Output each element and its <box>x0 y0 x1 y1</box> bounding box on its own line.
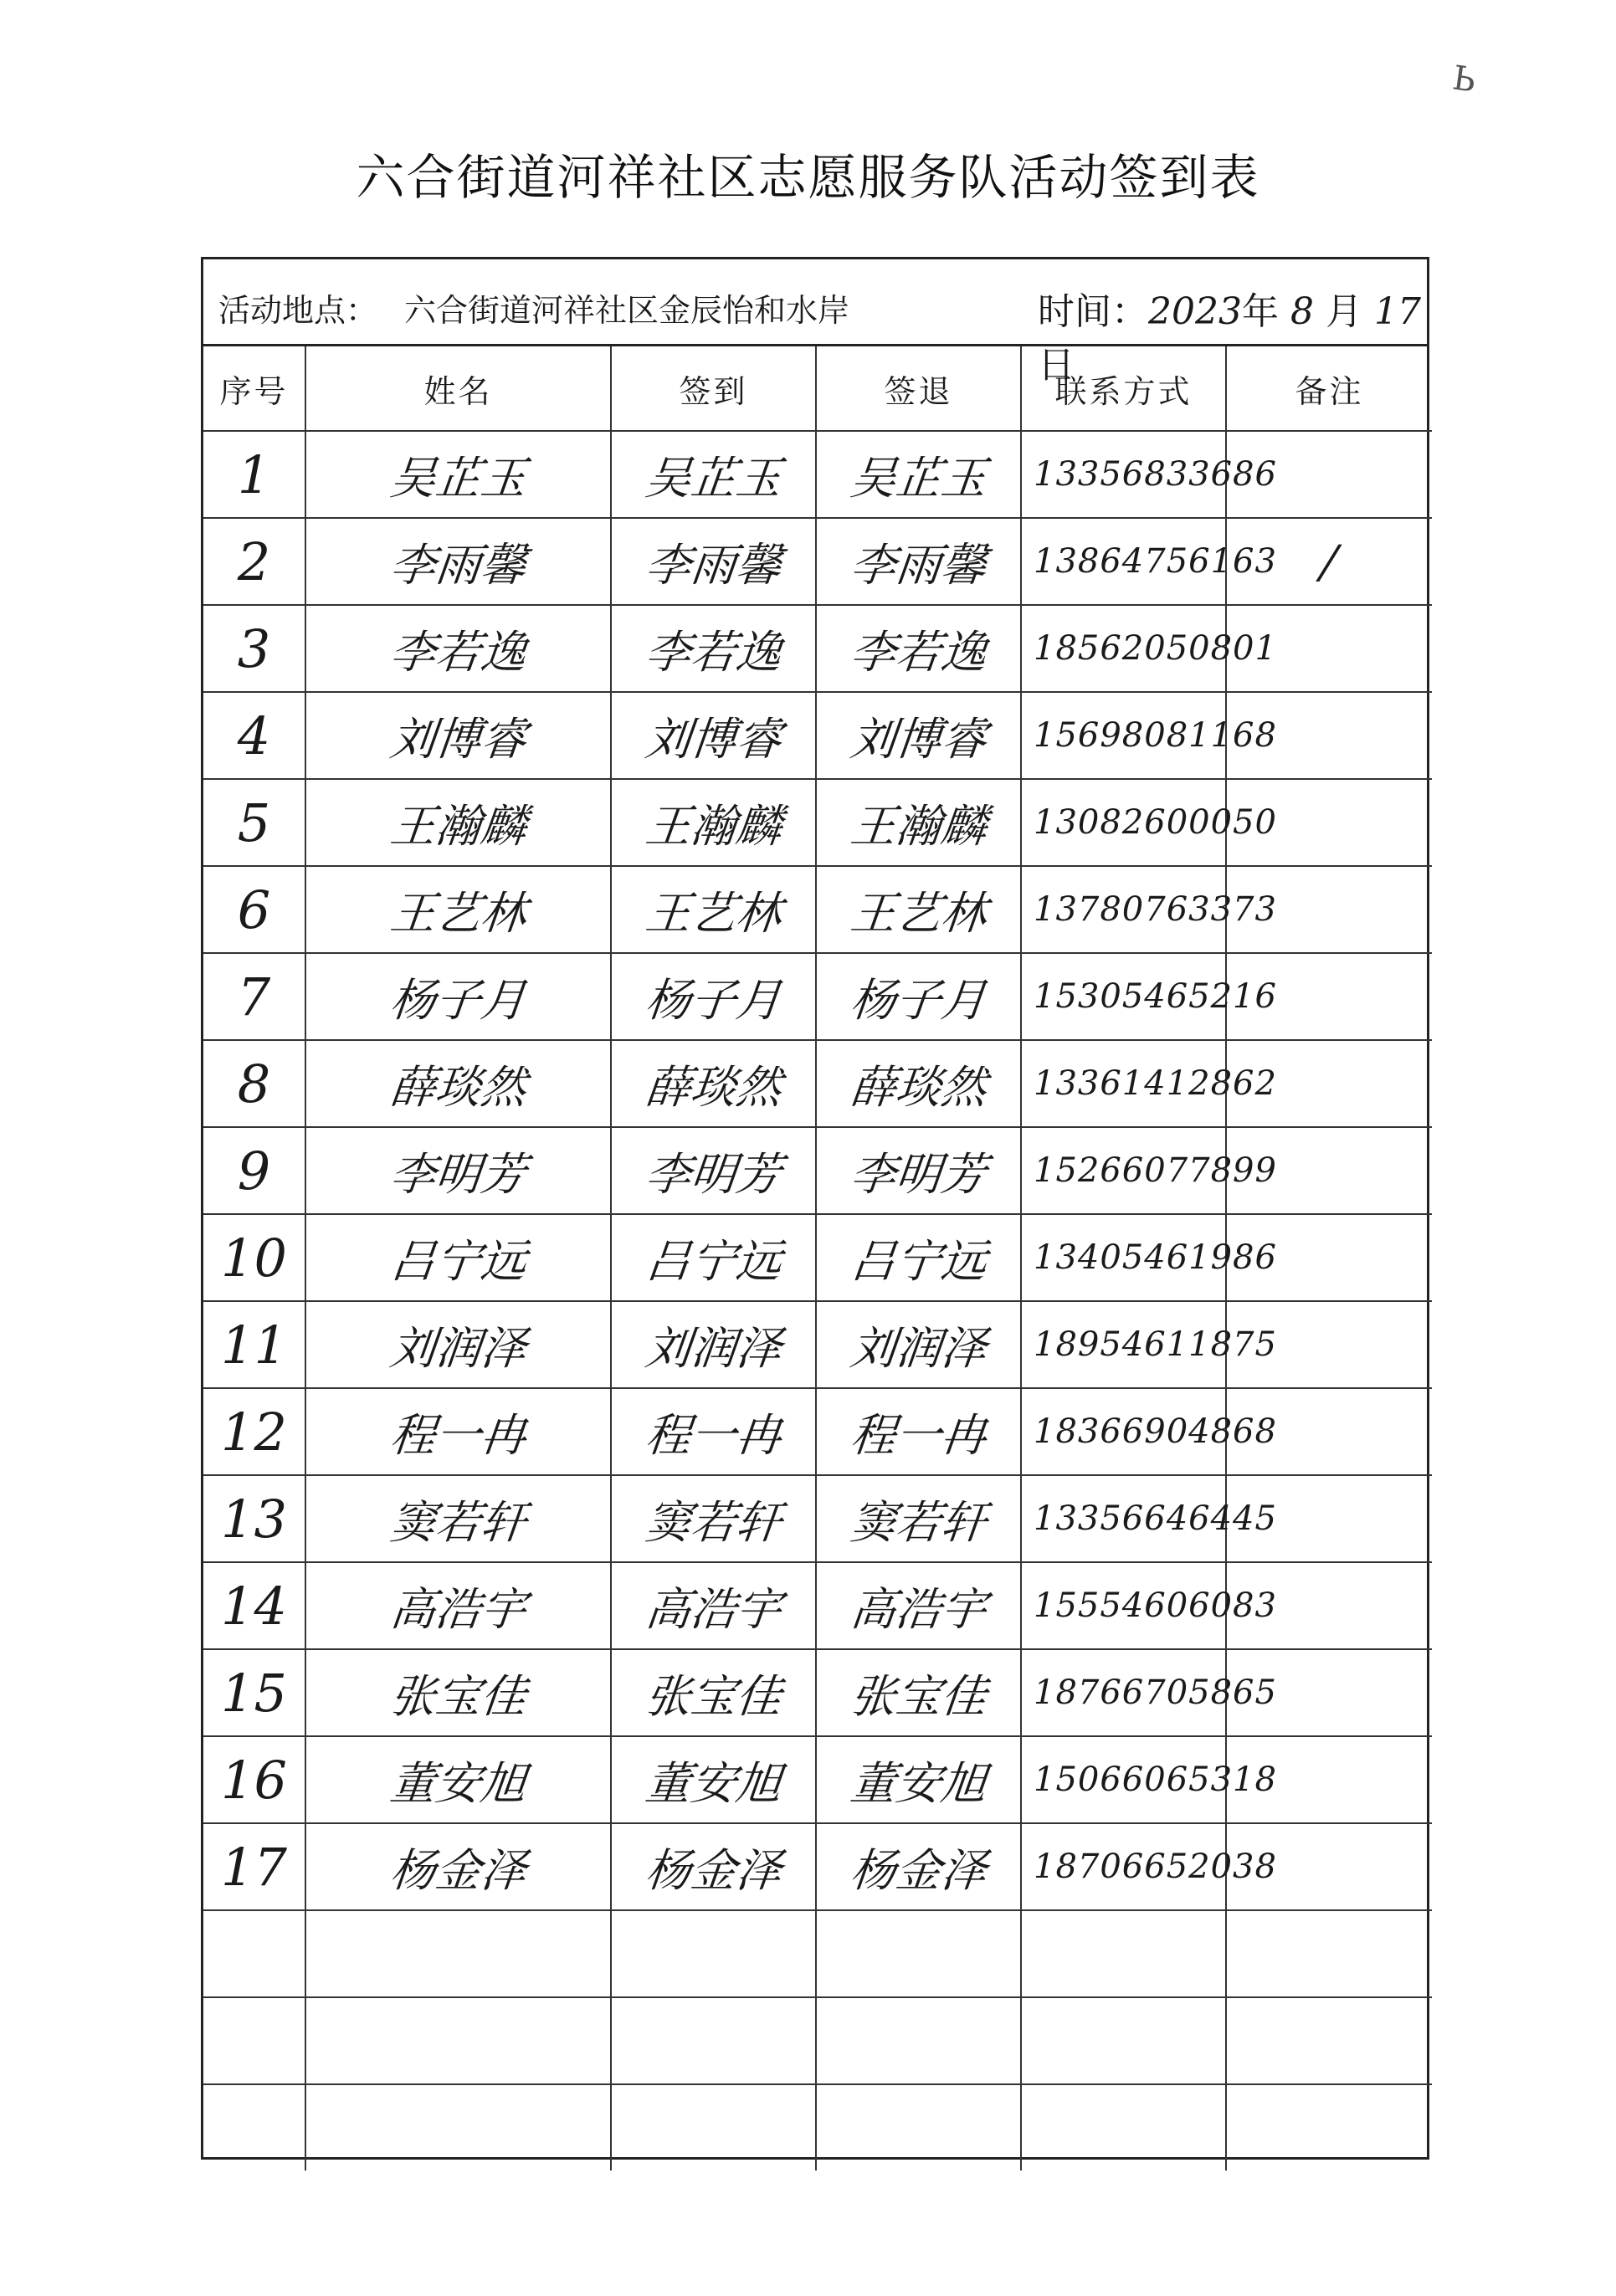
location-label: 活动地点： <box>218 292 378 329</box>
signin-sheet <box>201 257 1429 2160</box>
cell-seq <box>203 1997 305 2084</box>
cell-sign-out <box>816 1475 1021 1562</box>
table-body <box>203 431 1432 2170</box>
cell-contact-text: 18706652038 <box>1034 1848 1277 1886</box>
cell-sign-in-text: 窦若轩 <box>642 1495 784 1549</box>
table-row <box>203 692 1432 779</box>
table-row <box>203 866 1432 953</box>
cell-name <box>305 953 611 1040</box>
cell-sign-out-text: 程一冉 <box>847 1408 989 1462</box>
cell-contact <box>1021 1649 1277 1736</box>
cell-sign-out <box>816 1997 1021 2084</box>
cell-sign-in <box>611 431 816 518</box>
cell-contact <box>1021 1214 1277 1301</box>
cell-contact <box>1021 779 1277 866</box>
cell-contact-text: 18562050801 <box>1034 629 1277 668</box>
cell-seq <box>203 1127 305 1214</box>
cell-contact <box>1021 1040 1277 1127</box>
cell-sign-out <box>816 2084 1021 2170</box>
cell-name-text: 王艺林 <box>387 886 529 940</box>
cell-contact <box>1021 1910 1226 1997</box>
cell-name-text: 董安旭 <box>387 1756 529 1810</box>
cell-seq <box>203 1736 305 1823</box>
cell-contact <box>1021 692 1277 779</box>
table-row <box>203 953 1432 1040</box>
cell-sign-in <box>611 1910 816 1997</box>
cell-sign-out <box>816 1388 1021 1475</box>
table-header-row <box>203 346 1432 431</box>
cell-name-text: 吴芷玉 <box>387 451 529 505</box>
cell-contact-text: 13361412862 <box>1034 1064 1277 1103</box>
cell-sign-in <box>611 1736 816 1823</box>
cell-contact <box>1021 1127 1277 1214</box>
cell-sign-in-text: 张宝佳 <box>642 1669 784 1723</box>
cell-sign-in <box>611 1301 816 1388</box>
cell-sign-in-text: 李若逸 <box>642 625 784 679</box>
cell-sign-in-text: 李明芳 <box>642 1147 784 1201</box>
cell-sign-out-text: 高浩宇 <box>847 1582 989 1636</box>
cell-contact <box>1021 1562 1277 1649</box>
cell-name-text: 张宝佳 <box>387 1669 529 1723</box>
cell-name <box>305 1823 611 1910</box>
cell-name <box>305 431 611 518</box>
cell-sign-out <box>816 1649 1021 1736</box>
cell-sign-in <box>611 779 816 866</box>
cell-contact-text: 18766705865 <box>1034 1673 1277 1712</box>
cell-name <box>305 1910 611 1997</box>
table-row <box>203 1649 1432 1736</box>
header-name: 姓名 <box>305 346 611 431</box>
cell-contact <box>1021 1475 1277 1562</box>
cell-sign-in <box>611 953 816 1040</box>
cell-sign-out <box>816 866 1021 953</box>
cell-sign-out-text: 李若逸 <box>847 625 989 679</box>
cell-seq-text: 3 <box>237 618 271 679</box>
cell-contact <box>1021 518 1277 605</box>
cell-sign-in-text: 薛琰然 <box>642 1060 784 1114</box>
cell-seq <box>203 1301 305 1388</box>
cell-seq-text: 13 <box>221 1488 287 1550</box>
cell-name <box>305 605 611 692</box>
table-row <box>203 1214 1432 1301</box>
activity-info-row <box>203 259 1427 387</box>
cell-seq <box>203 2084 305 2170</box>
cell-name <box>305 1736 611 1823</box>
cell-contact <box>1021 1388 1277 1475</box>
cell-sign-in <box>611 605 816 692</box>
cell-name-text: 窦若轩 <box>387 1495 529 1549</box>
cell-sign-out <box>816 779 1021 866</box>
cell-name-text: 刘润泽 <box>387 1321 529 1375</box>
cell-sign-out <box>816 1736 1021 1823</box>
cell-sign-out <box>816 1301 1021 1388</box>
cell-seq-text: 4 <box>237 705 271 766</box>
cell-sign-out-text: 刘博睿 <box>847 712 989 766</box>
cell-sign-in-text: 高浩宇 <box>642 1582 784 1636</box>
cell-sign-in-text: 王艺林 <box>642 886 784 940</box>
month-suffix: 月 <box>1325 290 1362 333</box>
cell-name <box>305 1127 611 1214</box>
table-row <box>203 779 1432 866</box>
cell-sign-in <box>611 1562 816 1649</box>
cell-name-text: 高浩宇 <box>387 1582 529 1636</box>
table-row <box>203 605 1432 692</box>
cell-seq <box>203 779 305 866</box>
table-row <box>203 2084 1432 2170</box>
cell-sign-in-text: 王瀚麟 <box>642 799 784 853</box>
cell-contact <box>1021 1997 1226 2084</box>
cell-name <box>305 779 611 866</box>
cell-contact <box>1021 605 1277 692</box>
cell-sign-in <box>611 1997 816 2084</box>
cell-seq <box>203 866 305 953</box>
cell-name-text: 李明芳 <box>387 1147 529 1201</box>
cell-sign-in <box>611 692 816 779</box>
cell-remark <box>1226 1910 1432 1997</box>
cell-seq <box>203 1562 305 1649</box>
date-day: 17 <box>1373 290 1421 333</box>
location-value: 六合街道河祥社区金辰怡和水岸 <box>404 292 850 329</box>
cell-contact <box>1021 866 1277 953</box>
cell-name-text: 王瀚麟 <box>387 799 529 853</box>
header-sign-in: 签到 <box>611 346 816 431</box>
cell-sign-out-text: 王艺林 <box>847 886 989 940</box>
time-label: 时间： <box>1038 290 1148 333</box>
date-month: 8 <box>1290 290 1314 333</box>
cell-name <box>305 1562 611 1649</box>
cell-sign-out-text: 吕宁远 <box>847 1234 989 1288</box>
table-row <box>203 1736 1432 1823</box>
cell-name <box>305 866 611 953</box>
cell-seq-text: 15 <box>221 1662 287 1724</box>
corner-pencil-mark: Ь <box>1449 59 1479 100</box>
cell-sign-out <box>816 431 1021 518</box>
cell-sign-out-text: 杨子月 <box>847 973 989 1027</box>
cell-contact-text: 13356646445 <box>1034 1499 1277 1538</box>
cell-sign-out-text: 董安旭 <box>847 1756 989 1810</box>
cell-sign-out <box>816 1562 1021 1649</box>
cell-contact-text: 13356833686 <box>1034 455 1277 494</box>
cell-sign-out-text: 李雨馨 <box>847 538 989 592</box>
cell-sign-in-text: 杨金泽 <box>642 1843 784 1897</box>
cell-contact <box>1021 2084 1226 2170</box>
signin-table <box>203 346 1432 2170</box>
cell-name <box>305 1475 611 1562</box>
sheet-title: 六合街道河祥社区志愿服务队活动签到表 <box>356 149 1260 206</box>
cell-contact-text: 15698081168 <box>1034 716 1277 755</box>
cell-name-text: 杨金泽 <box>387 1843 529 1897</box>
cell-seq <box>203 1649 305 1736</box>
cell-sign-out <box>816 1823 1021 1910</box>
cell-name <box>305 1040 611 1127</box>
cell-sign-out <box>816 1910 1021 1997</box>
cell-seq <box>203 1823 305 1910</box>
cell-sign-in-text: 吕宁远 <box>642 1234 784 1288</box>
date-year: 2023 <box>1148 290 1242 333</box>
cell-sign-in-text: 刘博睿 <box>642 712 784 766</box>
cell-seq <box>203 518 305 605</box>
cell-sign-in <box>611 518 816 605</box>
cell-sign-in-text: 杨子月 <box>642 973 784 1027</box>
cell-sign-in <box>611 866 816 953</box>
cell-sign-out <box>816 1127 1021 1214</box>
cell-sign-out <box>816 692 1021 779</box>
cell-contact-text: 13082600050 <box>1034 803 1277 842</box>
table-row <box>203 518 1432 605</box>
cell-sign-in-text: 程一冉 <box>642 1408 784 1462</box>
cell-contact <box>1021 431 1277 518</box>
cell-seq-text: 16 <box>221 1749 287 1811</box>
cell-sign-out <box>816 1214 1021 1301</box>
cell-sign-out <box>816 605 1021 692</box>
cell-contact-text: 15554606083 <box>1034 1586 1277 1625</box>
table-row <box>203 1301 1432 1388</box>
cell-seq <box>203 1475 305 1562</box>
cell-seq <box>203 1388 305 1475</box>
cell-name-text: 吕宁远 <box>387 1234 529 1288</box>
cell-sign-out <box>816 518 1021 605</box>
cell-remark-text: / <box>1319 535 1340 588</box>
cell-contact-text: 13864756163 <box>1034 542 1277 581</box>
cell-contact <box>1021 1823 1277 1910</box>
table-row <box>203 1562 1432 1649</box>
table-row <box>203 1823 1432 1910</box>
year-suffix: 年 <box>1241 290 1279 333</box>
cell-sign-in <box>611 1649 816 1736</box>
cell-contact <box>1021 953 1277 1040</box>
cell-sign-out-text: 刘润泽 <box>847 1321 989 1375</box>
cell-sign-in <box>611 2084 816 2170</box>
cell-sign-out <box>816 1040 1021 1127</box>
cell-sign-in-text: 吴芷玉 <box>642 451 784 505</box>
cell-sign-out-text: 张宝佳 <box>847 1669 989 1723</box>
cell-name <box>305 1388 611 1475</box>
cell-name-text: 李雨馨 <box>387 538 529 592</box>
cell-sign-out-text: 吴芷玉 <box>847 451 989 505</box>
cell-contact <box>1021 1736 1277 1823</box>
cell-name <box>305 1301 611 1388</box>
cell-seq-text: 9 <box>237 1140 271 1202</box>
cell-seq-text: 2 <box>237 530 271 592</box>
cell-seq <box>203 692 305 779</box>
cell-sign-in <box>611 1127 816 1214</box>
cell-seq <box>203 1910 305 1997</box>
cell-seq-text: 10 <box>221 1227 287 1289</box>
table-row <box>203 1040 1432 1127</box>
cell-sign-out-text: 王瀚麟 <box>847 799 989 853</box>
cell-seq-text: 12 <box>221 1401 287 1463</box>
cell-sign-in-text: 李雨馨 <box>642 538 784 592</box>
cell-sign-out-text: 杨金泽 <box>847 1843 989 1897</box>
cell-sign-out-text: 李明芳 <box>847 1147 989 1201</box>
cell-name-text: 杨子月 <box>387 973 529 1027</box>
cell-name-text: 程一冉 <box>387 1408 529 1462</box>
cell-name <box>305 518 611 605</box>
cell-sign-out-text: 窦若轩 <box>847 1495 989 1549</box>
day-suffix: 日 <box>1038 344 1075 387</box>
cell-seq <box>203 431 305 518</box>
cell-sign-in <box>611 1040 816 1127</box>
cell-sign-out-text: 薛琰然 <box>847 1060 989 1114</box>
cell-remark <box>1226 2084 1432 2170</box>
cell-seq-text: 8 <box>237 1053 271 1115</box>
cell-seq-text: 6 <box>237 879 271 940</box>
cell-contact-text: 15266077899 <box>1034 1151 1277 1190</box>
header-remark: 备注 <box>1226 346 1432 431</box>
table-row <box>203 1475 1432 1562</box>
cell-sign-in-text: 董安旭 <box>642 1756 784 1810</box>
cell-sign-in <box>611 1214 816 1301</box>
cell-contact-text: 15066065318 <box>1034 1760 1277 1799</box>
cell-name <box>305 2084 611 2170</box>
cell-remark <box>1226 1997 1432 2084</box>
table-row <box>203 1388 1432 1475</box>
cell-name <box>305 1214 611 1301</box>
cell-sign-in <box>611 1475 816 1562</box>
cell-name <box>305 1997 611 2084</box>
cell-name-text: 李若逸 <box>387 625 529 679</box>
table-row <box>203 431 1432 518</box>
header-sign-out: 签退 <box>816 346 1021 431</box>
cell-seq <box>203 1040 305 1127</box>
cell-seq <box>203 605 305 692</box>
cell-seq <box>203 1214 305 1301</box>
cell-seq-text: 7 <box>237 966 271 1028</box>
cell-name <box>305 692 611 779</box>
cell-name-text: 刘博睿 <box>387 712 529 766</box>
cell-name-text: 薛琰然 <box>387 1060 529 1114</box>
cell-sign-in <box>611 1388 816 1475</box>
cell-sign-out <box>816 953 1021 1040</box>
table-row <box>203 1127 1432 1214</box>
cell-contact <box>1021 1301 1277 1388</box>
cell-seq <box>203 953 305 1040</box>
table-row <box>203 1997 1432 2084</box>
header-seq: 序号 <box>203 346 305 431</box>
cell-seq-text: 11 <box>221 1314 287 1376</box>
table-row <box>203 1910 1432 1997</box>
header-contact: 联系方式 <box>1021 346 1226 431</box>
cell-contact-text: 13405461986 <box>1034 1238 1277 1277</box>
cell-sign-in <box>611 1823 816 1910</box>
cell-contact-text: 15305465216 <box>1034 977 1277 1016</box>
cell-contact-text: 18366904868 <box>1034 1412 1277 1451</box>
cell-name <box>305 1649 611 1736</box>
cell-seq-text: 5 <box>237 792 271 853</box>
cell-seq-text: 14 <box>221 1575 287 1637</box>
cell-seq-text: 1 <box>237 443 271 505</box>
cell-seq-text: 17 <box>221 1836 287 1898</box>
cell-sign-in-text: 刘润泽 <box>642 1321 784 1375</box>
cell-contact-text: 13780763373 <box>1034 890 1277 929</box>
cell-contact-text: 18954611875 <box>1034 1325 1277 1364</box>
